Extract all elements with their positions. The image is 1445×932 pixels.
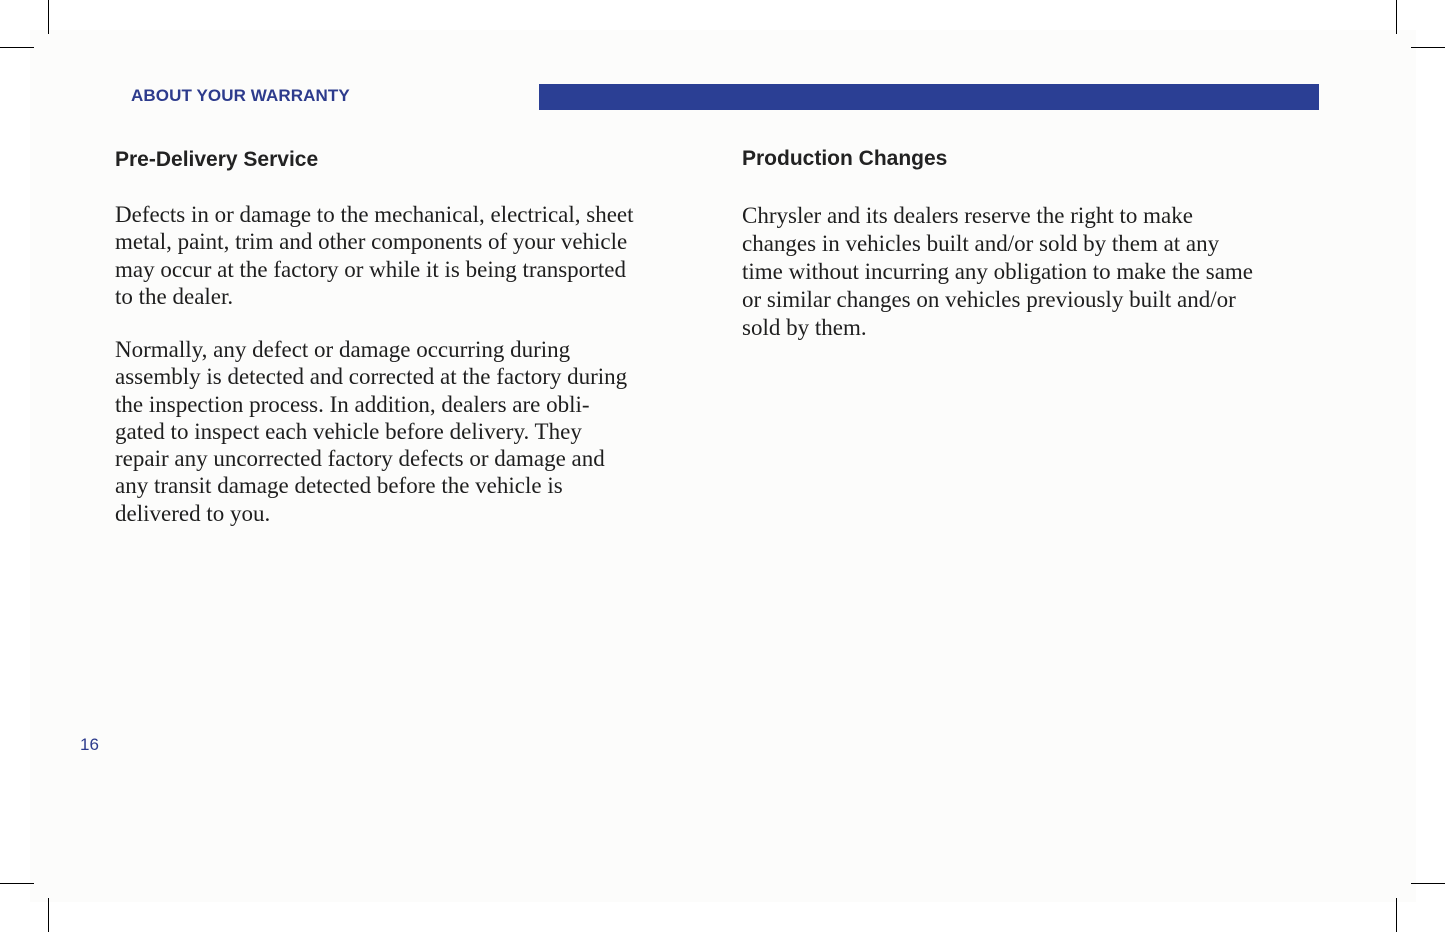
crop-mark-bottom-left-vertical xyxy=(48,898,49,932)
section-label: ABOUT YOUR WARRANTY xyxy=(131,86,350,105)
crop-mark-bottom-right-vertical xyxy=(1396,898,1397,932)
paragraph-chrysler: Chrysler and its dealers reserve the right to make changes in vehicles built and/or sold by them at any time without incurring any obligation to make the same or similar changes on vehicles previously built and/or sold by them. xyxy=(742,203,1253,340)
page-number: 16 xyxy=(80,735,99,754)
crop-mark-top-left-vertical xyxy=(48,0,49,34)
heading-production-changes: Production Changes xyxy=(742,147,948,170)
crop-mark-top-right-vertical xyxy=(1396,0,1397,34)
header-bar xyxy=(539,84,1319,110)
heading-pre-delivery-service: Pre-Delivery Service xyxy=(115,148,319,171)
crop-mark-bottom-right-horizontal xyxy=(1411,883,1445,884)
crop-mark-bottom-left-horizontal xyxy=(0,883,34,884)
paragraph-defects: Defects in or damage to the mechanical, electrical, sheet metal, paint, trim and other components of your vehicle may occur at the factory or while it is being transported to the dealer. xyxy=(115,202,634,309)
paragraph-normally: Normally, any defect or damage occurring during assembly is detected and corrected at the factory during the inspection process. In addition, dealers are obli- gated to inspect each vehicle before delivery. They repair any uncorrected factory defects or damage and any transit damage detected before the vehicle is delivered to you. xyxy=(115,337,628,526)
crop-mark-top-left-horizontal xyxy=(0,47,34,48)
crop-mark-top-right-horizontal xyxy=(1411,47,1445,48)
